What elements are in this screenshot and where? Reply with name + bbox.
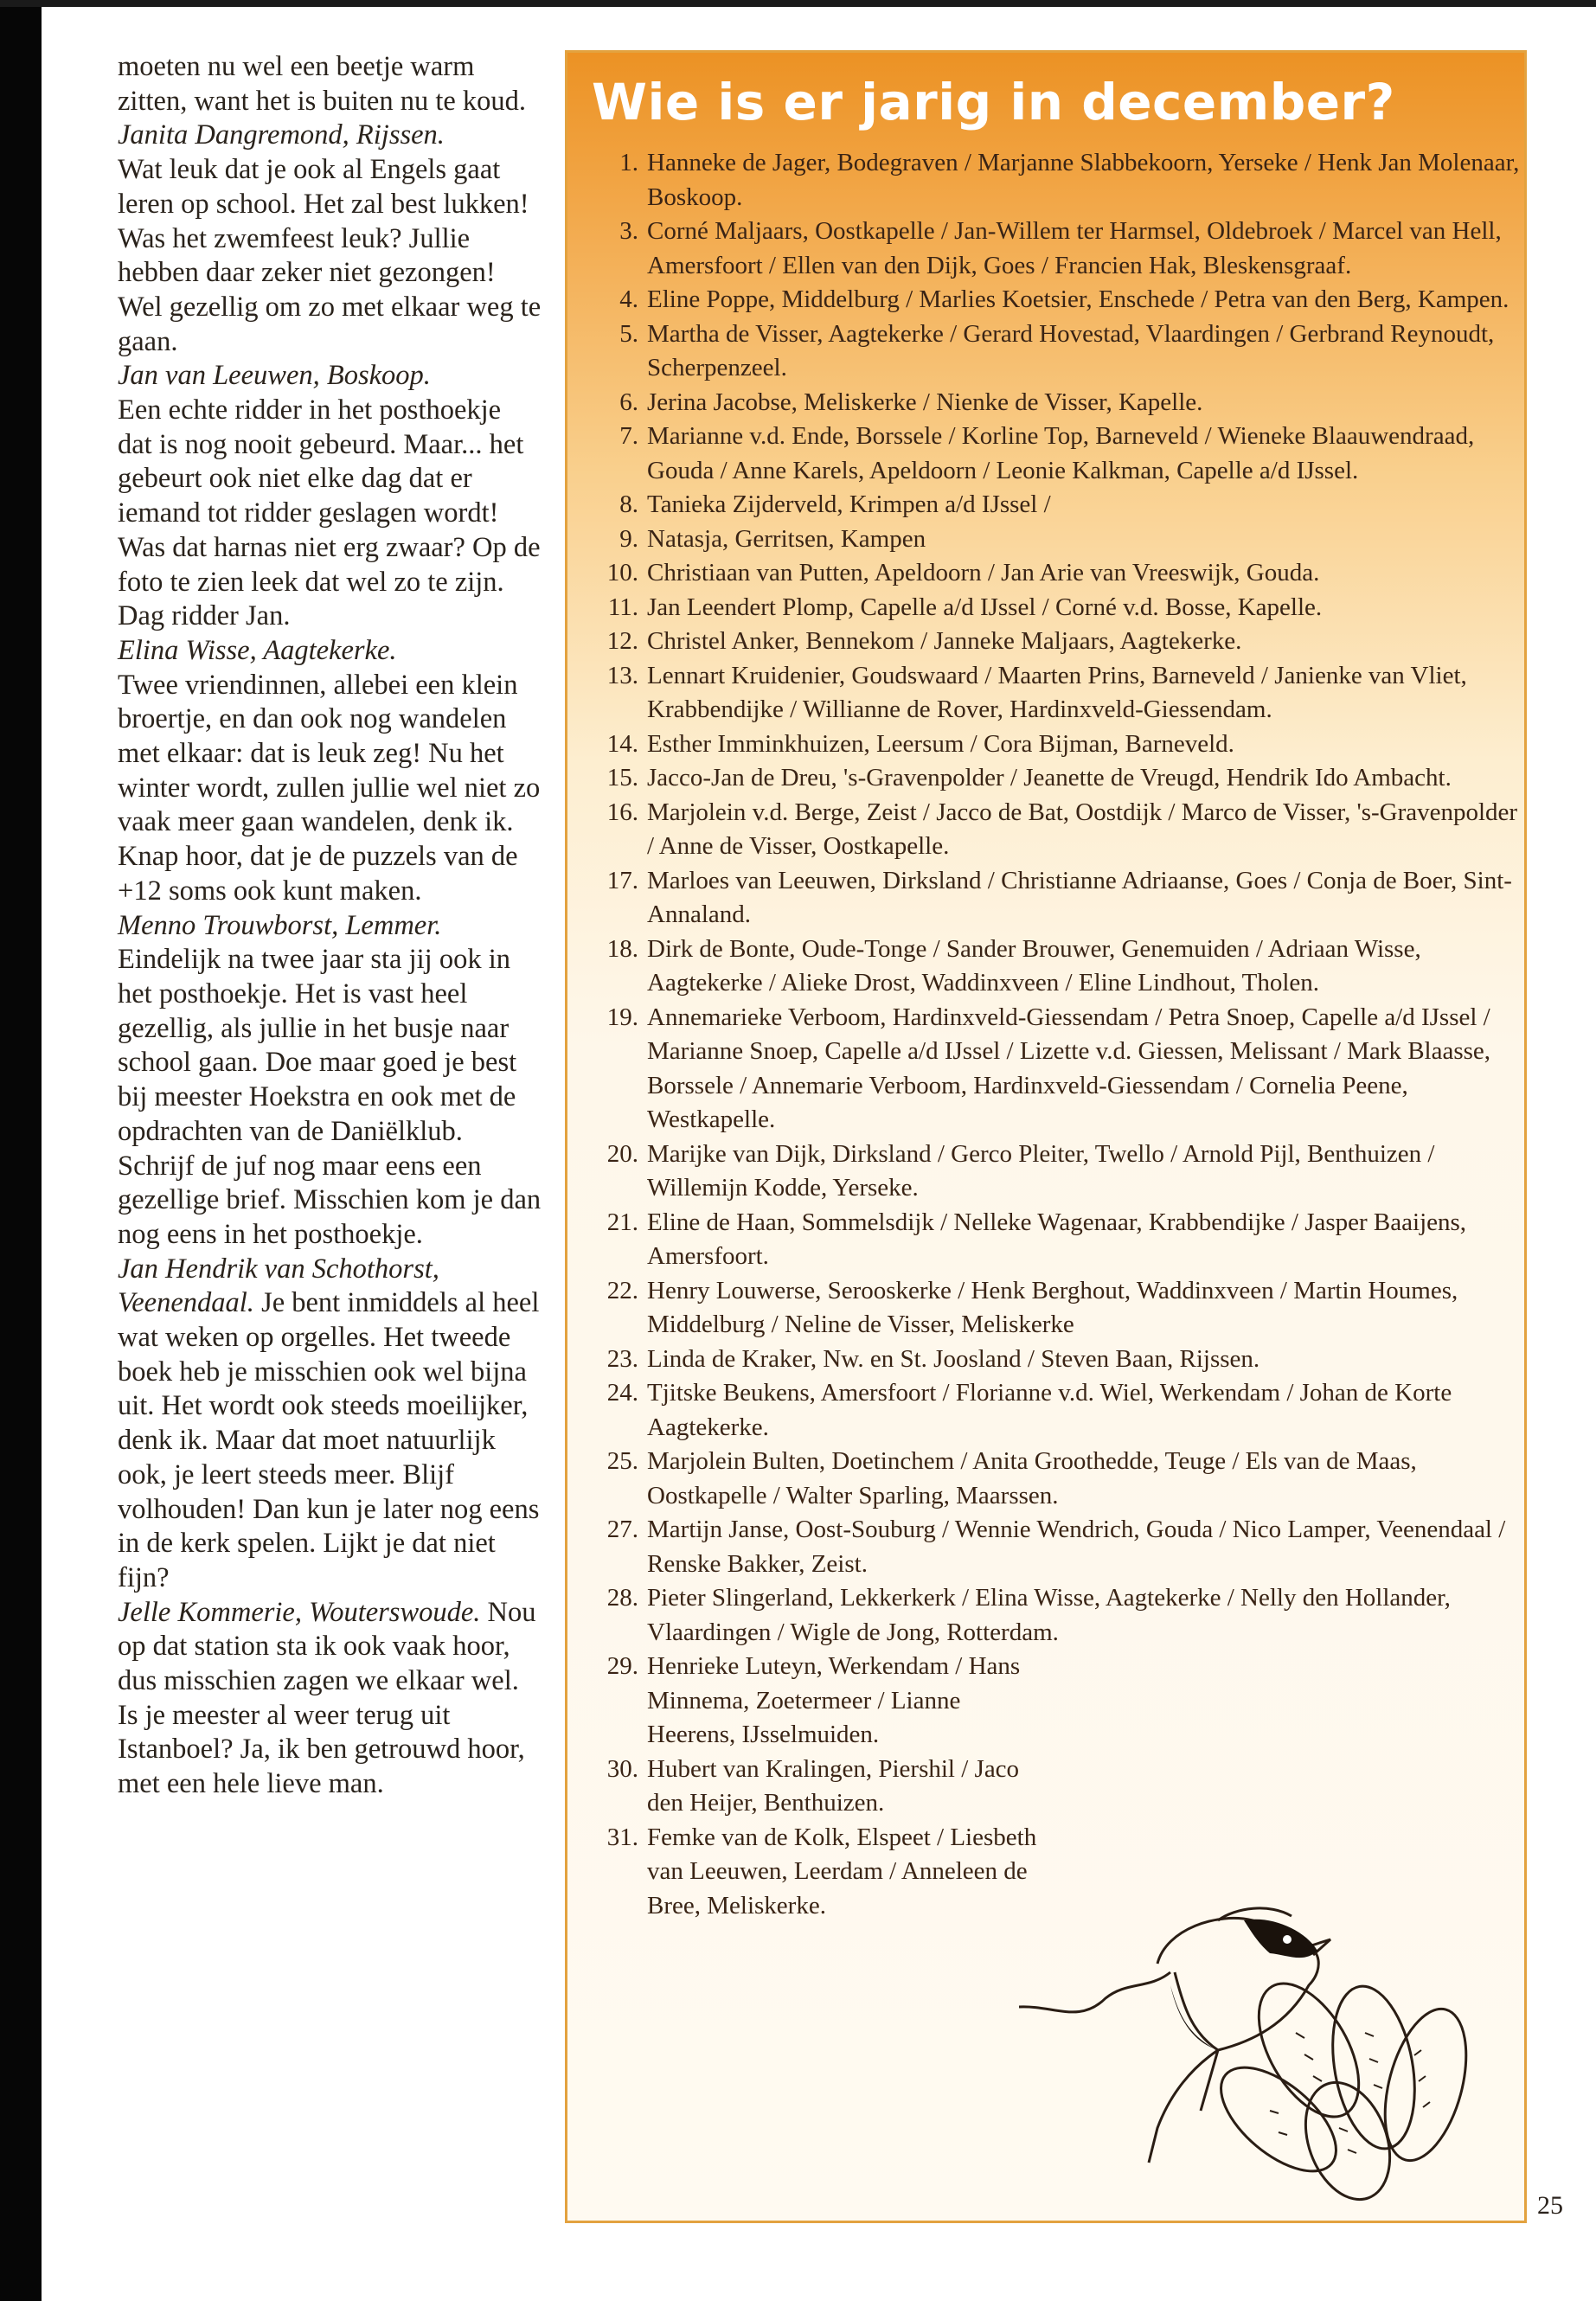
birthday-names: Eline de Haan, Sommelsdijk / Nelleke Wagenaar, Krabbendijke / Jasper Baaijens, Amersfoort. (647, 1208, 1467, 1270)
birthday-names: Christiaan van Putten, Apeldoorn / Jan Arie van Vreeswijk, Gouda. (647, 559, 1320, 586)
birthday-entry (567, 1001, 1524, 1138)
birthday-names: Christel Anker, Bennekom / Janneke Maljaars, Aagtekerke. (647, 627, 1242, 655)
birthday-entry (567, 1513, 1524, 1581)
birthday-day: 21. (606, 1208, 638, 1236)
birthday-day: 23. (606, 1344, 638, 1373)
birthday-day: 30. (606, 1754, 638, 1783)
birthday-list (567, 146, 1524, 1923)
birthday-day: 5. (619, 319, 638, 348)
birthday-entry (567, 591, 1524, 625)
birthday-day: 3. (619, 217, 638, 245)
letter-recipient: Janita Dangremond, Rijssen. (118, 119, 445, 151)
birthday-day: 28. (606, 1584, 638, 1612)
birthday-names: Femke van de Kolk, Elspeet / Liesbeth van Leeuwen, Leerdam / Anneleen de Bree, Meliskerke. (647, 1823, 1037, 1920)
birthday-entry (567, 556, 1524, 591)
birthday-entry (567, 1445, 1524, 1513)
birthday-names: Corné Maljaars, Oostkapelle / Jan-Willem ter Harmsel, Oldebroek / Marcel van Hell, Amersfoort / Ellen van den Dijk, Goes / Francien Hak, Bleskensgraaf. (647, 217, 1502, 279)
birthday-day: 16. (606, 798, 638, 826)
birthday-names: Annemarieke Verboom, Hardinxveld-Giessendam / Petra Snoep, Capelle a/d IJssel / Marianne Snoep, Capelle a/d IJssel / Lizette v.d. Giessen, Melissant / Mark Blaasse, Borssele / Annemarie Verboom, Hardinxveld-Giessendam / Cornelia Peene, Westkapelle. (647, 1003, 1491, 1133)
birthday-names: Henrieke Luteyn, Werkendam / Hans Minnema, Zoetermeer / Lianne Heerens, IJsselmuiden. (647, 1652, 1021, 1748)
birthday-entry (567, 1274, 1524, 1343)
birthday-day: 15. (606, 764, 638, 792)
birthday-names: Tjitske Beukens, Amersfoort / Florianne v.d. Wiel, Werkendam / Johan de Korte Aagtekerke. (647, 1379, 1452, 1441)
birthday-entry (567, 317, 1524, 386)
birthday-day: 13. (606, 661, 638, 689)
letter-text: Twee vriendinnen, allebei een klein broertje, en dan ook nog wandelen met elkaar: dat is leuk zeg! Nu het winter wordt, zullen jullie wel niet zo vaak meer gaan wandelen, denk ik. Knap hoor, dat je de puzzels van de +12 soms ook kunt maken. (118, 669, 541, 907)
birthday-entry (567, 1138, 1524, 1206)
birthday-box (565, 50, 1527, 2223)
birthday-entry (567, 522, 1524, 557)
letter-paragraph (118, 1253, 542, 1596)
birthday-day: 14. (606, 729, 638, 758)
birthday-names: Henry Louwerse, Serooskerke / Henk Berghout, Waddinxveen / Martin Houmes, Middelburg / Neline de Visser, Meliskerke (647, 1276, 1458, 1338)
letter-recipient: Elina Wisse, Aagtekerke. (118, 634, 397, 666)
letter-text: Wat leuk dat je ook al Engels gaat leren op school. Het zal best lukken! Was het zwemfeest leuk? Jullie hebben daar zeker niet gezongen! Wel gezellig om zo met elkaar weg te gaan. (118, 154, 542, 357)
birthday-day: 8. (619, 490, 638, 518)
birthday-names: Jerina Jacobse, Meliskerke / Nienke de Visser, Kapelle. (647, 388, 1203, 416)
letter-paragraph (118, 634, 542, 909)
letter-recipient: Jan van Leeuwen, Boskoop. (118, 360, 431, 392)
birthday-day: 1. (619, 149, 638, 176)
birthday-day: 29. (606, 1652, 638, 1680)
birthday-entry (567, 1581, 1524, 1650)
birthday-names: Dirk de Bonte, Oude-Tonge / Sander Brouwer, Genemuiden / Adriaan Wisse, Aagtekerke / Alieke Drost, Waddinxveen / Eline Lindhout, Tholen. (647, 934, 1421, 997)
birthday-entry (567, 727, 1524, 762)
birthday-day: 10. (606, 559, 638, 586)
birthday-names: Eline Poppe, Middelburg / Marlies Koetsier, Enschede / Petra van den Berg, Kampen. (647, 285, 1509, 313)
birthday-names: Hubert van Kralingen, Piershil / Jaco den Heijer, Benthuizen. (647, 1754, 1020, 1817)
scan-edge-top (0, 0, 1596, 7)
birthday-names: Jacco-Jan de Dreu, 's-Gravenpolder / Jeanette de Vreugd, Hendrik Ido Ambacht. (647, 764, 1452, 792)
birthday-names: Natasja, Gerritsen, Kampen (647, 524, 926, 553)
birthday-day: 24. (606, 1379, 638, 1407)
letter-paragraph (118, 909, 542, 1253)
birthday-names: Marijke van Dijk, Dirksland / Gerco Pleiter, Twello / Arnold Pijl, Benthuizen / Willemijn Kodde, Yerseke. (647, 1139, 1435, 1202)
birthday-names: Martha de Visser, Aagtekerke / Gerard Hovestad, Vlaardingen / Gerbrand Reynoudt, Scherpenzeel. (647, 319, 1495, 381)
birthday-day: 11. (607, 593, 638, 621)
birthday-names: Marjolein v.d. Berge, Zeist / Jacco de Bat, Oostdijk / Marco de Visser, 's-Gravenpolder / Anne de Visser, Oostkapelle. (647, 798, 1518, 860)
letter-paragraph (118, 1596, 542, 1802)
letter-text: Je bent inmiddels al heel wat weken op orgelles. Het tweede boek heb je misschien ook wel bijna uit. Het wordt ook steeds moeilijker, denk ik. Maar dat moet natuurlijk ook, je leert steeds meer. Blijf volhouden! Dan kun je later nog eens in de kerk spelen. Lijkt je dat niet fijn? (118, 1287, 540, 1593)
birthday-names: Pieter Slingerland, Lekkerkerk / Elina Wisse, Aagtekerke / Nelly den Hollander, Vlaardingen / Wigle de Jong, Rotterdam. (647, 1584, 1451, 1646)
letter-text: Een echte ridder in het posthoekje dat is nog nooit gebeurd. Maar... het gebeurt ook niet elke dag dat er iemand tot ridder geslagen wordt! Was dat harnas niet erg zwaar? Op de foto te zien leek dat wel zo te zijn. Dag ridder Jan. (118, 394, 541, 632)
birthday-names: Martijn Janse, Oost-Souburg / Wennie Wendrich, Gouda / Nico Lamper, Veenendaal / Renske Bakker, Zeist. (647, 1516, 1506, 1578)
birthday-names: Marianne v.d. Ende, Borssele / Korline Top, Barneveld / Wieneke Blaauwendraad, Gouda / Anne Karels, Apeldoorn / Leonie Kalkman, Capelle a/d IJssel. (647, 422, 1475, 484)
birthday-entry (567, 488, 1524, 522)
birthday-day: 17. (606, 866, 638, 894)
birthday-entry (567, 420, 1524, 488)
birthday-names: Marjolein Bulten, Doetinchem / Anita Groothedde, Teuge / Els van de Maas, Oostkapelle / Walter Sparling, Maarssen. (647, 1447, 1417, 1509)
birthday-names: Jan Leendert Plomp, Capelle a/d IJssel / Corné v.d. Bosse, Kapelle. (647, 593, 1323, 621)
scan-edge-left (0, 0, 42, 2301)
birthday-entry (567, 796, 1524, 864)
birthday-entry (567, 1206, 1524, 1274)
letter-recipient: Jelle Kommerie, Wouterswoude. (118, 1596, 481, 1628)
birthday-day: 9. (619, 524, 638, 553)
birthday-day: 25. (606, 1447, 638, 1475)
birthday-day: 18. (606, 934, 638, 963)
birthday-entry (567, 761, 1524, 796)
birthday-title: Wie is er jarig in december? (592, 73, 1395, 131)
birthday-names: Marloes van Leeuwen, Dirksland / Christianne Adriaanse, Goes / Conja de Boer, Sint-Annaland. (647, 866, 1512, 928)
birthday-names: Hanneke de Jager, Bodegraven / Marjanne Slabbekoorn, Yerseke / Henk Jan Molenaar, Boskoop. (647, 149, 1520, 211)
birthday-entry (567, 864, 1524, 933)
letter-text: Nou op dat station sta ik ook vaak hoor, dus misschien zagen we elkaar wel. Is je meester al weer terug uit Istanboel? Ja, ik ben getrouwd hoor, met een hele lieve man. (118, 1596, 536, 1800)
birthday-day: 12. (606, 627, 638, 655)
page-number: 25 (1537, 2191, 1563, 2220)
letter-paragraph: moeten nu wel een beetje warm zitten, want het is buiten nu te koud. (118, 51, 527, 117)
birthday-day: 7. (619, 422, 638, 450)
birthday-day: 31. (606, 1823, 638, 1851)
letter-text: Eindelijk na twee jaar sta jij ook in het posthoekje. Het is vast heel gezellig, als jullie in het busje naar school gaan. Doe maar goed je best bij meester Hoekstra en ook met de opdrachten van de Daniëlklub. Schrijf de juf nog maar eens een gezellige brief. Misschien kom je dan nog eens in het posthoekje. (118, 944, 542, 1250)
birthday-names: Tanieka Zijderveld, Krimpen a/d IJssel / (647, 490, 1051, 518)
birthday-day: 22. (606, 1276, 638, 1304)
birthday-day: 27. (606, 1516, 638, 1543)
letter-recipient: Menno Trouwborst, Lemmer. (118, 909, 442, 941)
birthday-entry (567, 386, 1524, 420)
birthday-entry (567, 146, 1524, 215)
letter-paragraph (118, 119, 542, 359)
birthday-entry (567, 283, 1524, 317)
birthday-entry (567, 1753, 1524, 1821)
birthday-entry (567, 1650, 1524, 1753)
letter-recipient: Jan Hendrik van Schothorst, Veenendaal. (118, 1253, 439, 1319)
birthday-day: 4. (619, 285, 638, 313)
letters-column (118, 50, 542, 1802)
birthday-day: 20. (606, 1139, 638, 1168)
birthday-entry (567, 659, 1524, 727)
letter-paragraph (118, 359, 542, 634)
birthday-entry (567, 1376, 1524, 1445)
birthday-entry (567, 933, 1524, 1001)
bird-on-peanuts-icon (1019, 1903, 1486, 2214)
birthday-names: Linda de Kraker, Nw. en St. Joosland / Steven Baan, Rijssen. (647, 1344, 1260, 1373)
birthday-names: Esther Imminkhuizen, Leersum / Cora Bijman, Barneveld. (647, 729, 1234, 758)
birthday-entry (567, 625, 1524, 659)
birthday-entry (567, 215, 1524, 283)
birthday-entry (567, 1343, 1524, 1377)
birthday-names: Lennart Kruidenier, Goudswaard / Maarten Prins, Barneveld / Janienke van Vliet, Krabbendijke / Willianne de Rover, Hardinxveld-Giessendam. (647, 661, 1467, 723)
birthday-day: 6. (619, 388, 638, 416)
birthday-day: 19. (606, 1003, 638, 1031)
